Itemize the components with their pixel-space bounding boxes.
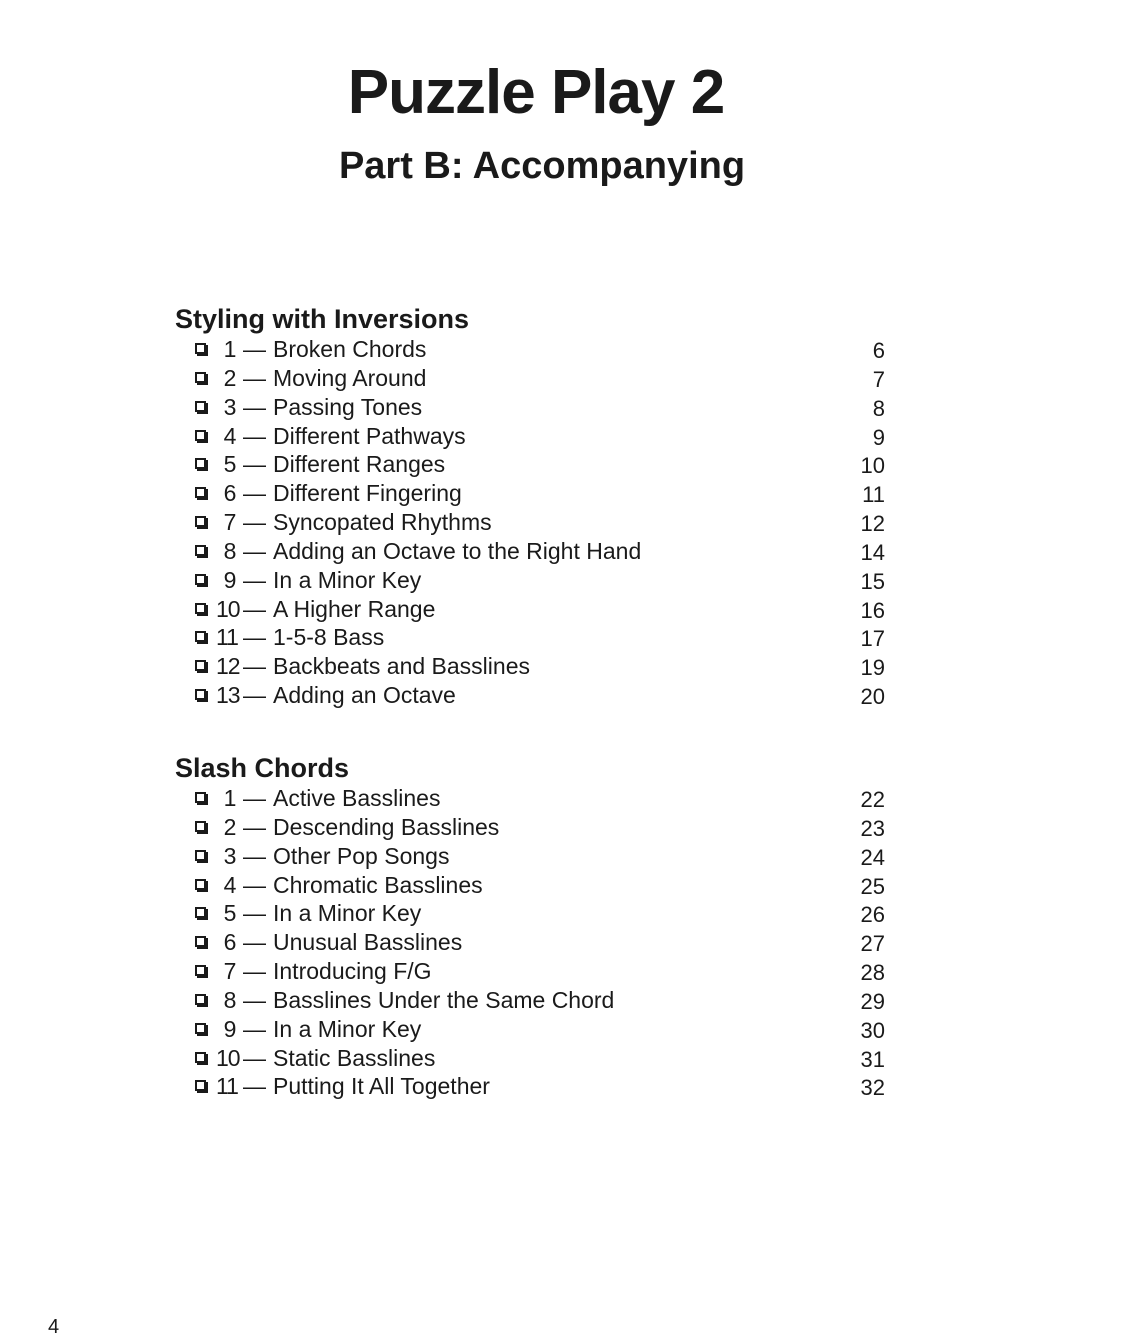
checkbox-icon[interactable] <box>195 343 206 354</box>
toc-entry <box>175 842 895 871</box>
entry-page-number: 32 <box>860 1075 885 1101</box>
entry-title: Adding an Octave <box>273 682 456 709</box>
entry-page-number: 15 <box>860 568 885 594</box>
footer-page-number: 4 <box>48 1316 60 1338</box>
entry-dash: — <box>243 958 266 985</box>
checkbox-icon[interactable] <box>195 487 206 498</box>
entry-title: Introducing F/G <box>273 958 432 985</box>
entry-number: 4 <box>223 871 237 898</box>
entry-title: Backbeats and Basslines <box>273 653 530 680</box>
entry-title: Passing Tones <box>273 393 423 420</box>
entry-number: 6 <box>223 480 237 507</box>
entry-dash: — <box>243 682 266 709</box>
entry-number: 12 <box>216 653 240 680</box>
entry-title: Static Basslines <box>273 1044 436 1071</box>
checkbox-icon[interactable] <box>195 1080 206 1091</box>
entry-number: 9 <box>223 1015 237 1042</box>
checkbox-icon[interactable] <box>195 1052 206 1063</box>
entry-dash: — <box>243 537 266 564</box>
entry-page-number: 17 <box>860 626 885 652</box>
toc-entry <box>175 813 895 842</box>
entry-title: Active Basslines <box>273 785 441 811</box>
entry-page-number: 31 <box>860 1046 885 1072</box>
checkbox-icon[interactable] <box>195 603 206 614</box>
entry-page-number: 25 <box>860 873 885 899</box>
entry-page-number: 8 <box>872 395 885 421</box>
entry-title: In a Minor Key <box>273 1015 422 1042</box>
checkbox-icon[interactable] <box>195 372 206 383</box>
entry-dash: — <box>243 842 266 869</box>
entry-title: Different Pathways <box>273 422 466 449</box>
entry-number: 1 <box>223 785 237 811</box>
entry-dash: — <box>243 653 266 680</box>
entry-number: 2 <box>223 813 237 840</box>
section-heading: Styling with Inversions <box>175 304 470 334</box>
entry-title: Basslines Under the Same Chord <box>273 986 615 1013</box>
toc-entry <box>175 784 895 813</box>
toc-entry <box>175 1044 895 1073</box>
entry-dash: — <box>243 480 266 507</box>
entry-number: 10 <box>216 1044 240 1071</box>
toc-section-styling-with-inversions <box>175 303 895 710</box>
toc-entry <box>175 652 895 681</box>
entry-dash: — <box>243 451 266 478</box>
entry-page-number: 27 <box>860 931 885 957</box>
entry-title: Putting It All Together <box>273 1073 490 1100</box>
toc-entry <box>175 422 895 451</box>
entry-dash: — <box>243 785 266 811</box>
page-subtitle: Part B: Accompanying <box>338 145 746 187</box>
entry-page-number: 12 <box>860 511 885 537</box>
toc-entry <box>175 508 895 537</box>
toc-entry <box>175 450 895 479</box>
checkbox-icon[interactable] <box>195 1023 206 1034</box>
toc-entry <box>175 595 895 624</box>
entry-title: Descending Basslines <box>273 813 500 840</box>
checkbox-icon[interactable] <box>195 545 206 556</box>
entry-title: Unusual Basslines <box>273 929 463 956</box>
entry-page-number: 14 <box>860 539 885 565</box>
toc-entry <box>175 335 895 364</box>
entry-title: In a Minor Key <box>273 566 422 593</box>
entry-dash: — <box>243 364 266 391</box>
checkbox-icon[interactable] <box>195 660 206 671</box>
checkbox-icon[interactable] <box>195 792 206 803</box>
entry-dash: — <box>243 871 266 898</box>
checkbox-icon[interactable] <box>195 430 206 441</box>
entry-page-number: 16 <box>860 597 885 623</box>
toc-entry <box>175 1015 895 1044</box>
entry-title: In a Minor Key <box>273 900 422 927</box>
toc-entry <box>175 393 895 422</box>
toc-entry <box>175 957 895 986</box>
entry-title: 1-5-8 Bass <box>273 624 385 651</box>
toc-entry <box>175 364 895 393</box>
entry-dash: — <box>243 1073 266 1100</box>
entry-title: Adding an Octave to the Right Hand <box>273 537 642 564</box>
entry-number: 8 <box>223 537 237 564</box>
entry-number: 3 <box>223 393 237 420</box>
toc-entry <box>175 1072 895 1101</box>
toc-entry-list <box>175 784 895 1101</box>
entry-page-number: 19 <box>860 655 885 681</box>
entry-title: Different Fingering <box>273 480 462 507</box>
entry-dash: — <box>243 566 266 593</box>
checkbox-icon[interactable] <box>195 401 206 412</box>
entry-page-number: 11 <box>862 482 885 508</box>
entry-number: 11 <box>216 1073 238 1100</box>
checkbox-icon[interactable] <box>195 994 206 1005</box>
entry-number: 9 <box>223 566 237 593</box>
toc-entry <box>175 537 895 566</box>
entry-dash: — <box>243 393 266 420</box>
entry-number: 5 <box>223 900 237 927</box>
entry-title: Other Pop Songs <box>273 842 450 869</box>
toc-entry <box>175 479 895 508</box>
entry-page-number: 28 <box>860 960 885 986</box>
checkbox-icon[interactable] <box>195 689 206 700</box>
entry-title: Chromatic Basslines <box>273 871 483 898</box>
entry-number: 5 <box>223 451 237 478</box>
entry-dash: — <box>243 336 266 362</box>
toc-entry <box>175 566 895 595</box>
entry-number: 7 <box>223 958 237 985</box>
entry-number: 10 <box>216 595 240 622</box>
entry-dash: — <box>243 1015 266 1042</box>
entry-page-number: 6 <box>872 338 885 363</box>
entry-title: A Higher Range <box>273 595 436 622</box>
entry-page-number: 30 <box>860 1017 885 1043</box>
toc-entry <box>175 928 895 957</box>
toc-entry <box>175 623 895 652</box>
entry-page-number: 24 <box>860 844 885 870</box>
entry-page-number: 22 <box>860 787 885 812</box>
entry-page-number: 10 <box>860 453 885 479</box>
entry-page-number: 29 <box>860 988 885 1014</box>
toc-entry-list <box>175 335 895 710</box>
checkbox-icon[interactable] <box>195 821 206 832</box>
checkbox-icon[interactable] <box>195 850 206 861</box>
section-heading: Slash Chords <box>175 753 350 783</box>
entry-page-number: 7 <box>872 366 885 392</box>
entry-title: Syncopated Rhythms <box>273 509 492 536</box>
entry-title: Broken Chords <box>273 336 427 362</box>
entry-page-number: 26 <box>860 902 885 928</box>
entry-number: 6 <box>223 929 237 956</box>
entry-page-number: 20 <box>860 684 885 710</box>
entry-dash: — <box>243 422 266 449</box>
entry-title: Different Ranges <box>273 451 446 478</box>
entry-page-number: 9 <box>872 424 885 450</box>
checkbox-icon[interactable] <box>195 907 206 918</box>
toc-entry <box>175 681 895 710</box>
entry-number: 4 <box>223 422 237 449</box>
checkbox-icon[interactable] <box>195 458 206 469</box>
toc-entry <box>175 899 895 928</box>
checkbox-icon[interactable] <box>195 631 206 642</box>
checkbox-icon[interactable] <box>195 879 206 890</box>
entry-dash: — <box>243 1044 266 1071</box>
entry-title: Moving Around <box>273 364 427 391</box>
entry-dash: — <box>243 900 266 927</box>
entry-number: 3 <box>223 842 237 869</box>
entry-number: 11 <box>216 624 238 651</box>
entry-number: 7 <box>223 509 237 536</box>
entry-dash: — <box>243 624 266 651</box>
page-title: Puzzle Play 2 <box>347 58 725 127</box>
toc-section-slash-chords <box>175 752 895 1101</box>
checkbox-icon[interactable] <box>195 965 206 976</box>
entry-number: 8 <box>223 986 237 1013</box>
toc-entry <box>175 871 895 900</box>
entry-number: 1 <box>223 336 237 362</box>
entry-dash: — <box>243 986 266 1013</box>
entry-dash: — <box>243 595 266 622</box>
toc-entry <box>175 986 895 1015</box>
entry-dash: — <box>243 509 266 536</box>
checkbox-icon[interactable] <box>195 516 206 527</box>
entry-page-number: 23 <box>860 815 885 841</box>
checkbox-icon[interactable] <box>195 574 206 585</box>
entry-number: 13 <box>216 682 240 709</box>
entry-dash: — <box>243 813 266 840</box>
entry-dash: — <box>243 929 266 956</box>
checkbox-icon[interactable] <box>195 936 206 947</box>
entry-number: 2 <box>223 364 237 391</box>
